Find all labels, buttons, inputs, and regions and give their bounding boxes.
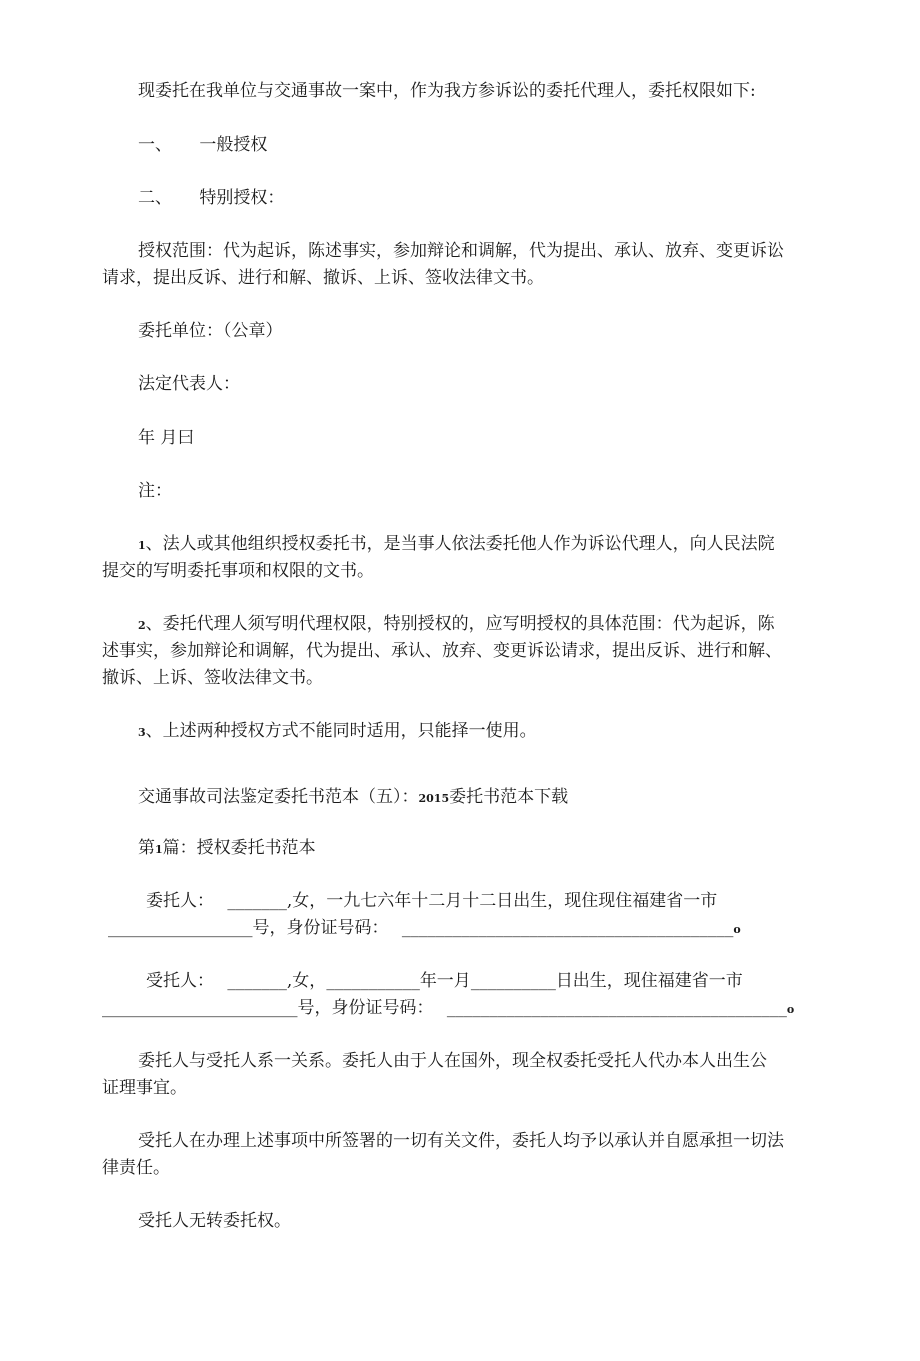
address-blank: _______________________ — [102, 998, 298, 1018]
item-number: 一、 — [138, 135, 172, 155]
principal-line-2 — [108, 917, 741, 941]
principal-label: 委托人： — [146, 891, 214, 911]
heading-text: 交通事故司法鉴定委托书范本（五）： — [138, 787, 419, 807]
principal-details: ,女，一九七六年十二月十二日出生，现住现住福建省一市 — [286, 891, 718, 911]
item-number: 二、 — [138, 188, 172, 208]
agent-line-2 — [102, 997, 794, 1021]
note-number: 2 — [138, 619, 146, 632]
birth-day-blank: __________ — [470, 971, 556, 991]
agent-line-1 — [146, 970, 743, 992]
address-blank: _________________ — [108, 918, 253, 938]
birth-year-blank: ___________ — [326, 971, 420, 991]
id-number-blank: _______________________________________ — [401, 918, 734, 938]
no-sub-delegation: 受托人无转委托权。 — [138, 1211, 291, 1231]
intro-paragraph: 现委托在我单位与交通事故一案中，作为我方参诉讼的委托代理人，委托权限如下: — [138, 81, 756, 101]
authority-item-special — [138, 187, 284, 209]
note-text: 、法人或其他组织授权委托书，是当事人依法委托他人作为诉讼代理人，向人民法院 — [145, 534, 775, 554]
agent-details: 日出生，现住福建省一市 — [555, 971, 743, 991]
note-2-line-1 — [138, 613, 775, 637]
note-2-line-3: 撤诉、上诉、签收法律文书。 — [102, 668, 323, 688]
heading-year: 2015 — [418, 792, 450, 805]
chapter-title — [138, 837, 316, 861]
responsibility-line-1: 受托人在办理上述事项中所签署的一切有关文件，委托人均予以承认并自愿承担一切法 — [138, 1131, 784, 1151]
line-end-mark: o — [733, 923, 741, 936]
relationship-line-2: 证理事宜。 — [102, 1078, 187, 1098]
agent-name-blank: _______ — [227, 971, 287, 991]
chapter-number: 1 — [155, 843, 163, 856]
note-3-line-1 — [138, 720, 537, 744]
relationship-line-1: 委托人与受托人系一关系。委托人由于人在国外，现全权委托受托人代办本人出生公 — [138, 1051, 767, 1071]
legal-representative: 法定代表人： — [138, 374, 240, 394]
note-heading: 注： — [138, 481, 172, 501]
note-number: 1 — [138, 539, 146, 552]
line-end-mark: o — [786, 1003, 795, 1016]
id-number-blank: ________________________________________ — [446, 998, 787, 1018]
note-2-line-2: 述事实，参加辩论和调解，代为提出、承认、放弃、变更诉讼请求，提出反诉、进行和解、 — [102, 641, 782, 661]
agent-gender: ,女， — [286, 971, 327, 991]
item-text: 特别授权： — [199, 188, 285, 208]
note-number: 3 — [138, 726, 146, 739]
principal-line-1 — [146, 890, 717, 912]
date-line: 年 月曰 — [138, 428, 195, 448]
authority-item-general — [138, 134, 267, 156]
principal-name-blank: _______ — [227, 891, 287, 911]
note-1-line-2: 提交的写明委托事项和权限的文书。 — [102, 561, 374, 581]
section-heading — [138, 786, 568, 810]
id-label: 号，身份证号码： — [297, 998, 434, 1018]
heading-text-2: 委托书范本下载 — [449, 787, 569, 807]
note-text: 、委托代理人须写明代理权限，特别授权的，应写明授权的具体范围：代为起诉，陈 — [145, 614, 775, 634]
chapter-text: 篇：授权委托书范本 — [162, 838, 316, 858]
agent-label: 受托人： — [146, 971, 214, 991]
chapter-prefix: 第 — [138, 838, 155, 858]
responsibility-line-2: 律责任。 — [102, 1158, 170, 1178]
commissioning-unit: 委托单位：（公章） — [138, 321, 283, 341]
scope-line-2: 请求，提出反诉、进行和解、撤诉、上诉、签收法律文书。 — [102, 268, 544, 288]
birth-year-label: 年一月 — [419, 971, 471, 991]
item-text: 一般授权 — [199, 135, 268, 155]
id-label: 号，身份证号码： — [252, 918, 389, 938]
scope-line-1: 授权范围：代为起诉，陈述事实，参加辩论和调解，代为提出、承认、放弃、变更诉讼 — [138, 241, 784, 261]
note-text: 、上述两种授权方式不能同时适用，只能择一使用。 — [145, 721, 537, 741]
note-1-line-1 — [138, 533, 775, 557]
